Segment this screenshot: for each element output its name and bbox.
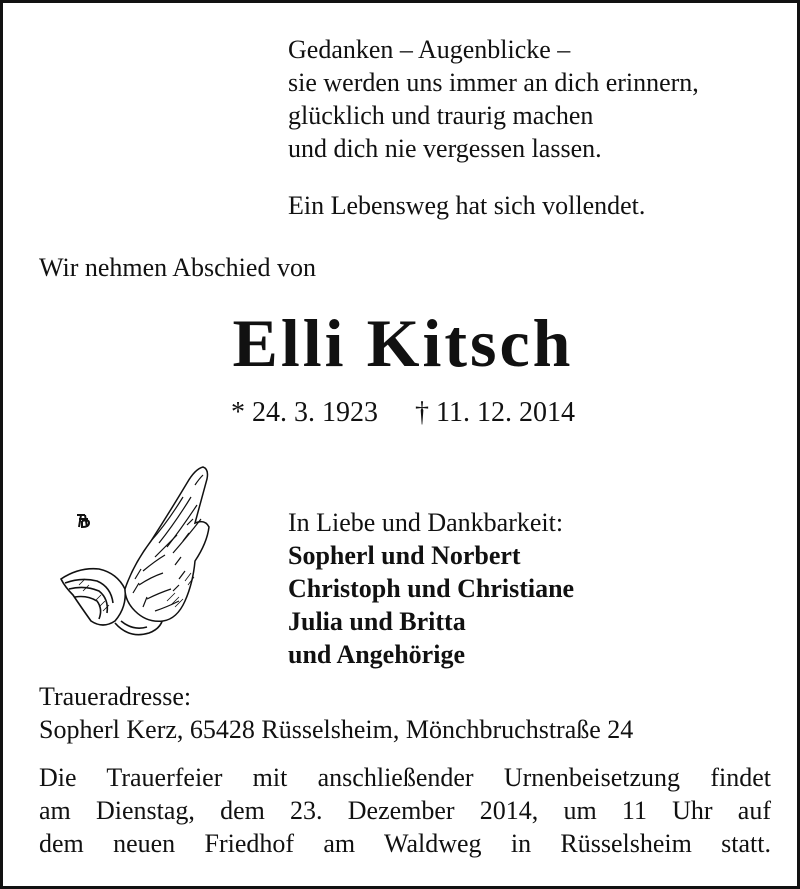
service-line: Die Trauerfeier mit anschließender Urnenbeisetzung findet bbox=[39, 763, 771, 792]
mourner-name: Sopherl und Norbert bbox=[288, 541, 521, 570]
birth-date: * 24. 3. 1923 bbox=[231, 397, 379, 428]
deceased-name: Elli Kitsch bbox=[232, 305, 574, 381]
poem-line: sie werden uns immer an dich erinnern, bbox=[288, 68, 699, 97]
praying-hands-icon bbox=[55, 461, 215, 646]
funeral-service-notice bbox=[39, 761, 771, 860]
poem bbox=[288, 33, 783, 165]
mourners-block bbox=[288, 506, 768, 671]
mourner-name: Julia und Britta bbox=[288, 607, 466, 636]
poem-line: Gedanken – Augenblicke – bbox=[288, 35, 571, 64]
service-line: dem neuen Friedhof am Waldweg in Rüsselsheim statt. bbox=[39, 829, 771, 858]
mourner-name: und Angehörige bbox=[288, 640, 465, 669]
farewell-intro: Wir nehmen Abschied von bbox=[39, 253, 316, 282]
service-line: am Dienstag, dem 23. Dezember 2014, um 11 Uhr auf bbox=[39, 796, 771, 825]
monogram-logo bbox=[77, 515, 89, 527]
life-dates bbox=[3, 395, 800, 431]
mourner-name: Christoph und Christiane bbox=[288, 574, 575, 603]
mourners-lead: In Liebe und Dankbarkeit: bbox=[288, 508, 564, 537]
address-value: Sopherl Kerz, 65428 Rüsselsheim, Mönchbruchstraße 24 bbox=[39, 715, 634, 744]
mourning-address bbox=[39, 680, 779, 746]
poem-line: und dich nie vergessen lassen. bbox=[288, 134, 602, 163]
poem-closing-line: Ein Lebensweg hat sich vollendet. bbox=[288, 191, 646, 220]
death-date: † 11. 12. 2014 bbox=[415, 397, 575, 428]
address-label: Traueradresse: bbox=[39, 682, 192, 711]
poem-line: glücklich und traurig machen bbox=[288, 101, 594, 130]
